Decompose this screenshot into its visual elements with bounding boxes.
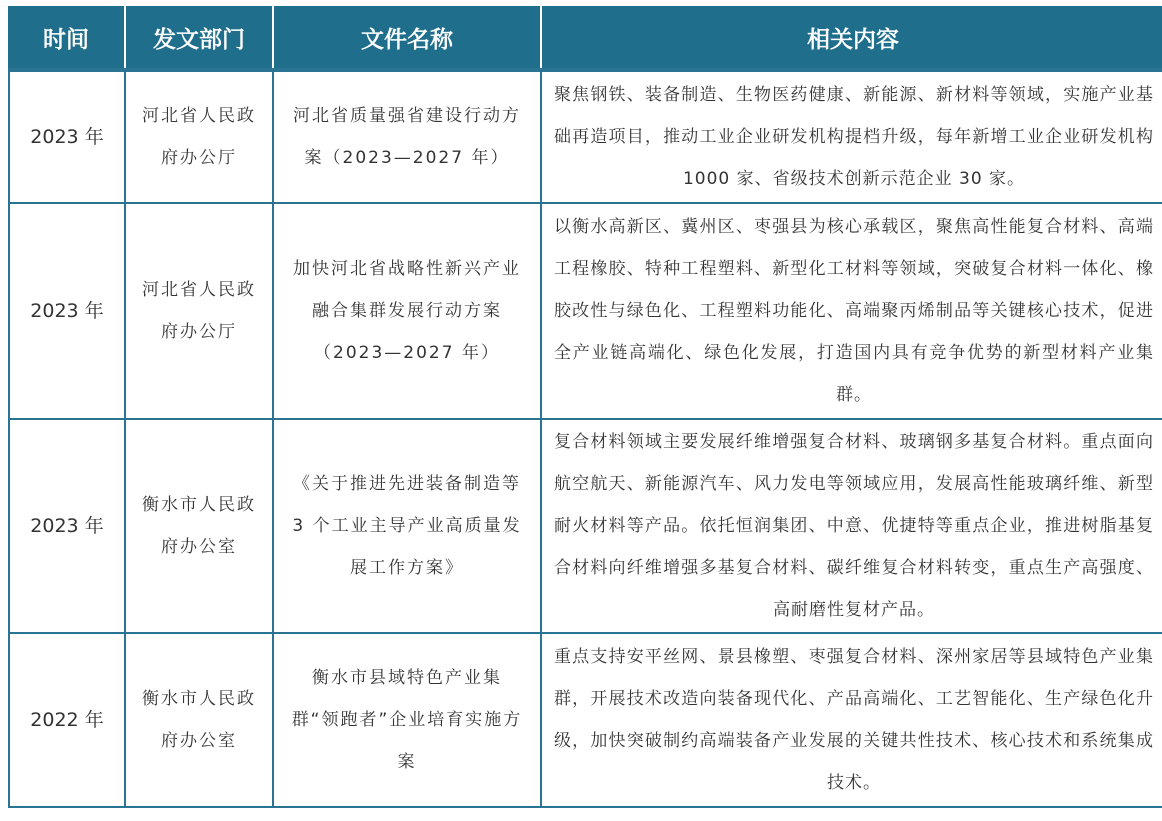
cell-content: 复合材料领域主要发展纤维增强复合材料、玻璃钢多基复合材料。重点面向航空航天、新能源汽车、风力发电等领域应用，发展高性能玻璃纤维、新型耐火材料等产品。依托恒润集团、中意、优捷特等重点企业，推进树脂基复合材料向纤维增强多基复合材料、碳纤维复合材料转变，重点生产高强度、高耐磨性复材产品。: [542, 420, 1162, 634]
cell-department: 衡水市人民政府办公室: [126, 420, 274, 634]
policy-table: [8, 6, 1162, 808]
cell-document: 加快河北省战略性新兴产业融合集群发展行动方案（2023—2027 年）: [274, 204, 542, 420]
cell-document: 河北省质量强省建设行动方案（2023—2027 年）: [274, 68, 542, 204]
cell-department: 河北省人民政府办公厅: [126, 68, 274, 204]
header-content: 相关内容: [542, 6, 1162, 68]
table-row: [8, 420, 1162, 634]
policy-table-container: [8, 6, 1158, 808]
cell-content: 以衡水高新区、冀州区、枣强县为核心承载区，聚焦高性能复合材料、高端工程橡胶、特种工程塑料、新型化工材料等领域，突破复合材料一体化、橡胶改性与绿色化、工程塑料功能化、高端聚丙烯制品等关键核心技术，促进全产业链高端化、绿色化发展，打造国内具有竞争优势的新型材料产业集群。: [542, 204, 1162, 420]
cell-time: 2022 年: [8, 634, 126, 808]
cell-department: 衡水市人民政府办公室: [126, 634, 274, 808]
cell-time: 2023 年: [8, 204, 126, 420]
cell-document: 《关于推进先进装备制造等 3 个工业主导产业高质量发展工作方案》: [274, 420, 542, 634]
header-department: 发文部门: [126, 6, 274, 68]
cell-document: 衡水市县域特色产业集群“领跑者”企业培育实施方案: [274, 634, 542, 808]
header-time: 时间: [8, 6, 126, 68]
cell-content: 重点支持安平丝网、景县橡塑、枣强复合材料、深州家居等县域特色产业集群，开展技术改造向装备现代化、产品高端化、工艺智能化、生产绿色化升级，加快突破制约高端装备产业发展的关键共性技术、核心技术和系统集成技术。: [542, 634, 1162, 808]
header-row: [8, 6, 1162, 68]
cell-time: 2023 年: [8, 68, 126, 204]
table-row: [8, 68, 1162, 204]
cell-time: 2023 年: [8, 420, 126, 634]
cell-content: 聚焦钢铁、装备制造、生物医药健康、新能源、新材料等领域，实施产业基础再造项目，推动工业企业研发机构提档升级，每年新增工业企业研发机构 1000 家、省级技术创新示范企业 30 家。: [542, 68, 1162, 204]
cell-department: 河北省人民政府办公厅: [126, 204, 274, 420]
header-document: 文件名称: [274, 6, 542, 68]
table-row: [8, 634, 1162, 808]
table-row: [8, 204, 1162, 420]
